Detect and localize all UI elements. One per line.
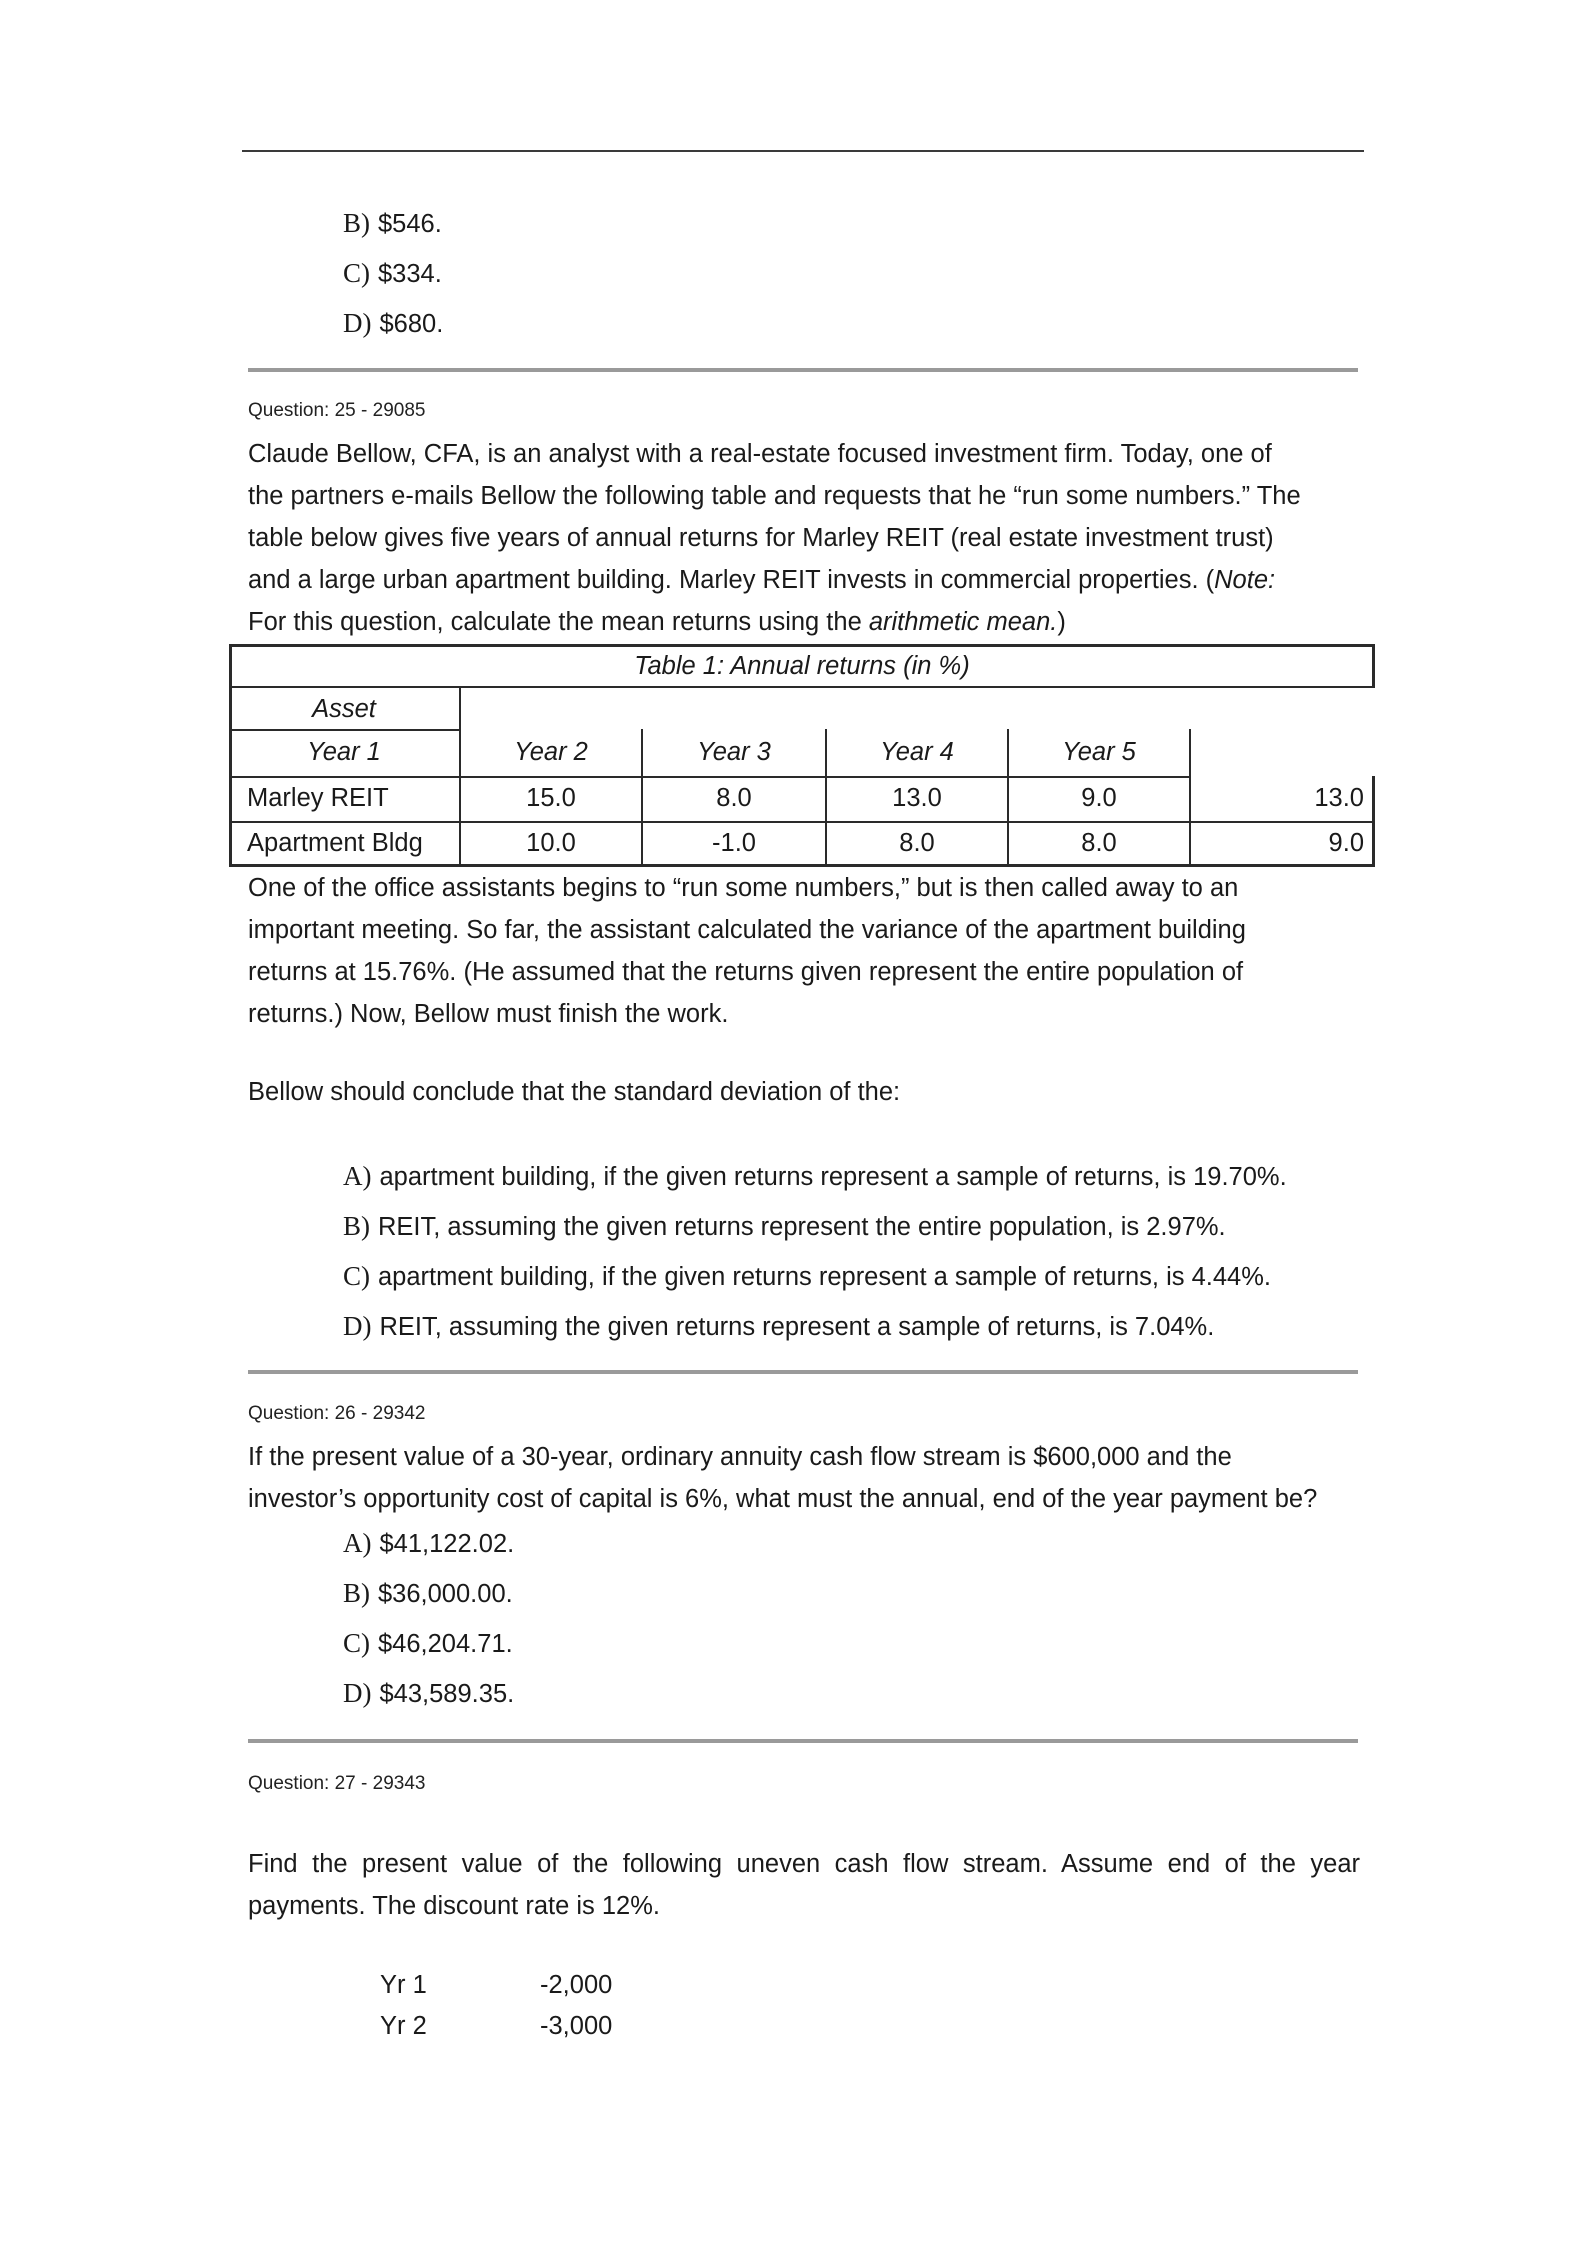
question-text bbox=[248, 1436, 1363, 1520]
choice-text: $43,589.35. bbox=[379, 1680, 515, 1708]
table-cell: -1.0 bbox=[712, 829, 756, 857]
table-caption: Table 1: Annual returns (in %) bbox=[634, 652, 970, 680]
choice-text: $36,000.00. bbox=[378, 1580, 513, 1608]
year-header: Year 5 bbox=[1062, 738, 1136, 766]
choice-text: $680. bbox=[379, 310, 444, 338]
answer-choice[interactable] bbox=[343, 1576, 513, 1611]
question-header: Question: 25 - 29085 bbox=[248, 400, 426, 421]
choice-text: apartment building, if the given returns represent a sample of returns, is 4.44%. bbox=[378, 1263, 1271, 1291]
cashflow-amount: -2,000 bbox=[540, 1971, 613, 1999]
text-line: payments. The discount rate is 12%. bbox=[248, 1892, 660, 1920]
top-rule bbox=[242, 150, 1364, 152]
question-text-continued bbox=[248, 867, 1363, 1035]
question-divider bbox=[248, 1739, 1358, 1743]
answer-choice[interactable] bbox=[343, 1676, 514, 1711]
text-span: ) bbox=[1057, 608, 1066, 636]
text-span: and a large urban apartment building. Marley REIT invests in commercial properties. ( bbox=[248, 566, 1215, 594]
answer-choice[interactable] bbox=[343, 1309, 1214, 1344]
year-header: Year 3 bbox=[697, 738, 771, 766]
choice-letter: B) bbox=[343, 1211, 370, 1241]
question-text bbox=[248, 433, 1363, 643]
emphasis-text: arithmetic mean. bbox=[868, 608, 1058, 636]
choice-letter: D) bbox=[343, 1678, 372, 1708]
choice-letter: B) bbox=[343, 208, 370, 238]
cashflow-year: Yr 1 bbox=[380, 1971, 427, 1999]
choice-text: REIT, assuming the given returns represent a sample of returns, is 7.04%. bbox=[379, 1313, 1215, 1341]
choice-text: apartment building, if the given returns represent a sample of returns, is 19.70%. bbox=[379, 1163, 1287, 1191]
table-cell: 8.0 bbox=[716, 784, 752, 812]
table-cell: 8.0 bbox=[1081, 829, 1117, 857]
note-label: Note: bbox=[1214, 566, 1276, 594]
text-line: returns.) Now, Bellow must finish the work. bbox=[248, 1000, 729, 1028]
choice-letter: D) bbox=[343, 308, 372, 338]
cashflow-year: Yr 2 bbox=[380, 2012, 427, 2040]
table-cell: 15.0 bbox=[526, 784, 576, 812]
table-cell: 9.0 bbox=[1081, 784, 1117, 812]
choice-text: REIT, assuming the given returns represent the entire population, is 2.97%. bbox=[378, 1213, 1226, 1241]
text-line: Claude Bellow, CFA, is an analyst with a real-estate focused investment firm. Today, one of bbox=[248, 440, 1272, 468]
table-row-label: Apartment Bldg bbox=[247, 829, 423, 857]
choice-letter: B) bbox=[343, 1578, 370, 1608]
text-line: the partners e-mails Bellow the following table and requests that he “run some numbers.” The bbox=[248, 482, 1301, 510]
answer-choice[interactable] bbox=[343, 1159, 1287, 1194]
year-header: Year 4 bbox=[880, 738, 954, 766]
table-cell: 13.0 bbox=[892, 784, 942, 812]
choice-text: $546. bbox=[378, 210, 442, 238]
text-line: Find the present value of the following uneven cash flow stream. Assume end of the year bbox=[248, 1850, 1360, 1878]
table-cell: 13.0 bbox=[1314, 784, 1364, 812]
text-line: important meeting. So far, the assistant calculated the variance of the apartment building bbox=[248, 916, 1246, 944]
question-header: Question: 26 - 29342 bbox=[248, 1403, 426, 1424]
table-cell: 8.0 bbox=[899, 829, 935, 857]
answer-choice[interactable] bbox=[343, 1526, 514, 1561]
choice-letter: A) bbox=[343, 1528, 372, 1558]
asset-header: Asset bbox=[312, 695, 376, 723]
answer-choice[interactable] bbox=[343, 1259, 1271, 1294]
choice-text: $334. bbox=[378, 260, 442, 288]
year-header: Year 2 bbox=[514, 738, 588, 766]
question-divider bbox=[248, 1370, 1358, 1374]
table-row-label: Marley REIT bbox=[247, 784, 389, 812]
answer-choice[interactable] bbox=[343, 1626, 513, 1661]
question-header: Question: 27 - 29343 bbox=[248, 1773, 426, 1794]
text-line: investor’s opportunity cost of capital is 6%, what must the annual, end of the year payment be? bbox=[248, 1485, 1318, 1513]
text-line bbox=[248, 601, 1363, 643]
answer-choice[interactable] bbox=[343, 256, 442, 291]
table-cell: 10.0 bbox=[526, 829, 576, 857]
text-line: returns at 15.76%. (He assumed that the returns given represent the entire population of bbox=[248, 958, 1244, 986]
answer-choice[interactable] bbox=[343, 306, 443, 341]
text-line: If the present value of a 30-year, ordinary annuity cash flow stream is $600,000 and the bbox=[248, 1443, 1232, 1471]
text-line bbox=[248, 559, 1363, 601]
table-cell: 9.0 bbox=[1328, 829, 1364, 857]
choice-letter: D) bbox=[343, 1311, 372, 1341]
question-divider bbox=[248, 368, 1358, 372]
text-line: table below gives five years of annual returns for Marley REIT (real estate investment trust) bbox=[248, 524, 1274, 552]
question-text bbox=[248, 1843, 1363, 1927]
answer-choice[interactable] bbox=[343, 1209, 1226, 1244]
answer-choice[interactable] bbox=[343, 206, 442, 241]
choice-text: $46,204.71. bbox=[378, 1630, 513, 1658]
choice-letter: C) bbox=[343, 258, 370, 288]
choice-text: $41,122.02. bbox=[379, 1530, 515, 1558]
question-prompt: Bellow should conclude that the standard deviation of the: bbox=[248, 1078, 901, 1106]
cashflow-amount: -3,000 bbox=[540, 2012, 613, 2040]
text-span: For this question, calculate the mean returns using the bbox=[248, 608, 869, 636]
text-line: One of the office assistants begins to “run some numbers,” but is then called away to an bbox=[248, 874, 1239, 902]
returns-table bbox=[229, 644, 1375, 867]
choice-letter: C) bbox=[343, 1628, 370, 1658]
choice-letter: A) bbox=[343, 1161, 372, 1191]
choice-letter: C) bbox=[343, 1261, 370, 1291]
year-header: Year 1 bbox=[307, 738, 381, 766]
